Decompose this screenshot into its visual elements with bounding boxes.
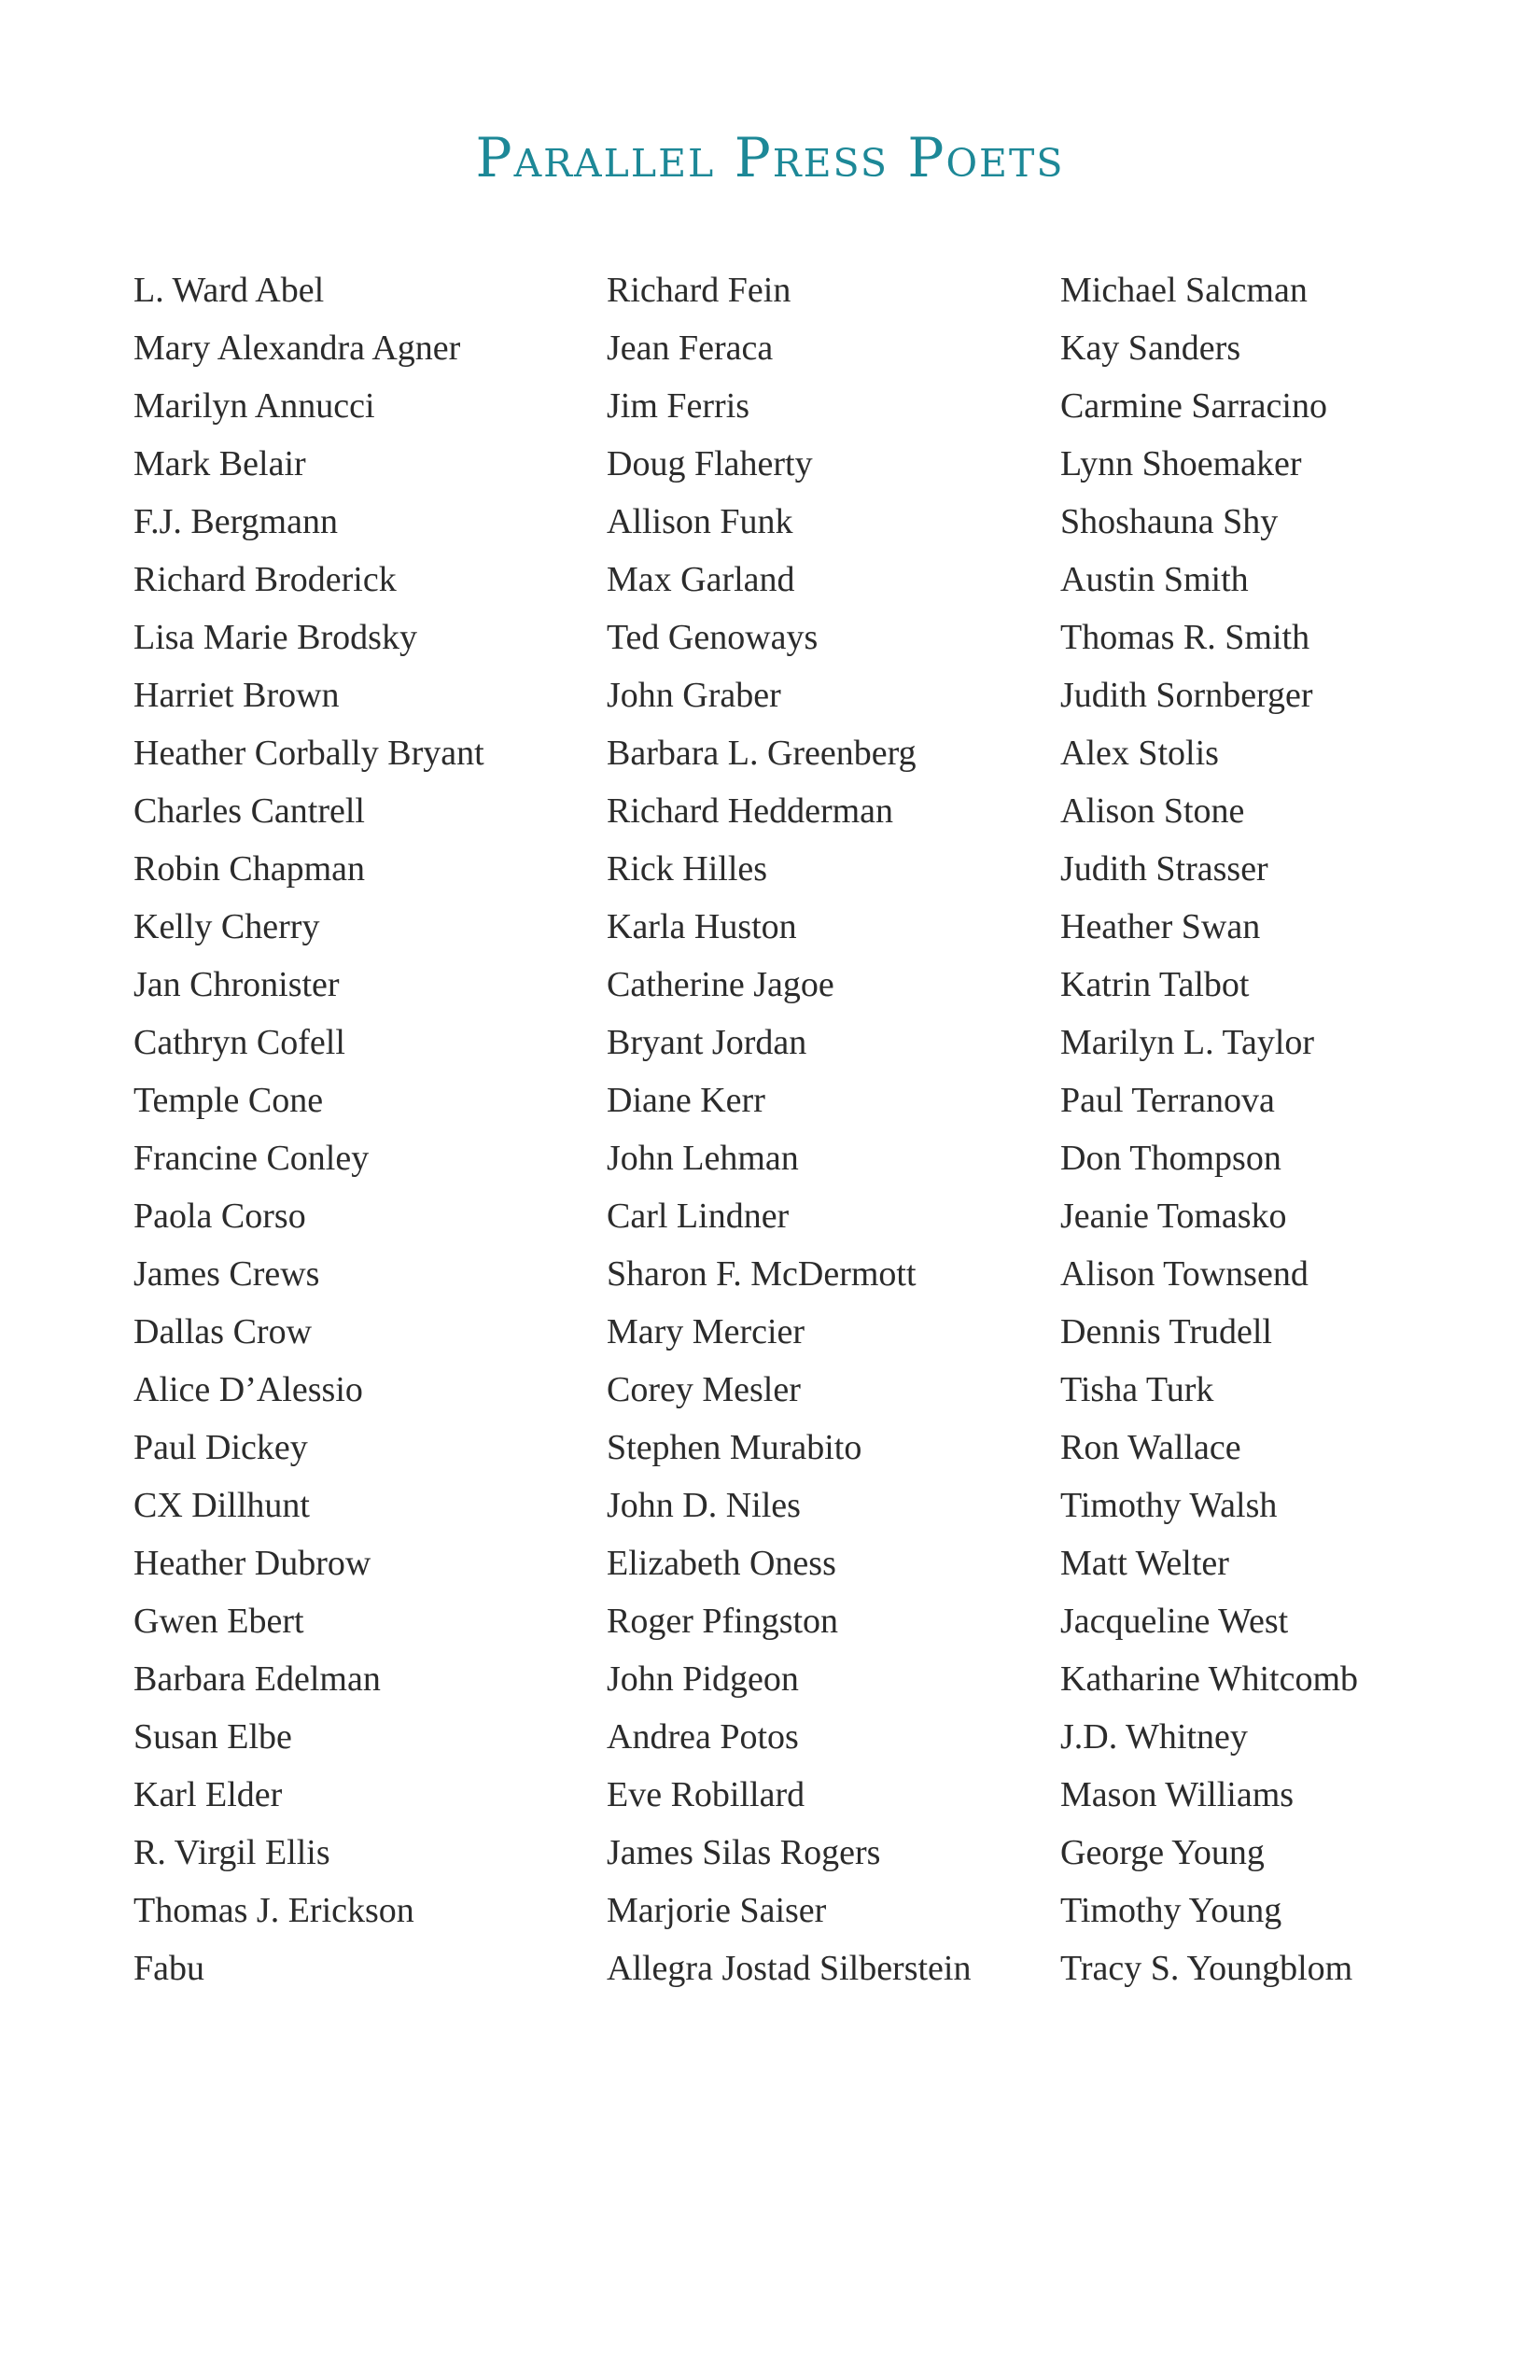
poet-name: Diane Kerr (607, 1081, 765, 1120)
poet-name: Heather Swan (1060, 907, 1261, 946)
poet-name: Austin Smith (1060, 560, 1249, 599)
poet-name: Gwen Ebert (133, 1602, 304, 1641)
poet-name: Susan Elbe (133, 1717, 292, 1757)
poet-name: Thomas R. Smith (1060, 618, 1310, 657)
poet-name: Temple Cone (133, 1081, 324, 1120)
poet-name: Alex Stolis (1060, 734, 1219, 773)
poet-name: Andrea Potos (607, 1717, 799, 1757)
poet-name: Karl Elder (133, 1775, 283, 1814)
poet-name: John Lehman (607, 1139, 799, 1178)
poet-name: CX Dillhunt (133, 1486, 310, 1525)
poet-name: Harriet Brown (133, 676, 340, 715)
poet-name: Mark Belair (133, 444, 306, 483)
poet-name: Kelly Cherry (133, 907, 320, 946)
poet-name: Eve Robillard (607, 1775, 805, 1814)
poet-name: F.J. Bergmann (133, 502, 338, 541)
poet-name: Mary Alexandra Agner (133, 329, 461, 368)
poet-name: Robin Chapman (133, 849, 366, 889)
poet-name: J.D. Whitney (1060, 1717, 1248, 1757)
poet-name: Roger Pfingston (607, 1602, 839, 1641)
poet-name: Paola Corso (133, 1197, 306, 1236)
poet-name: Judith Strasser (1060, 849, 1268, 889)
poet-name: Alice D’Alessio (133, 1370, 363, 1409)
poet-name: L. Ward Abel (133, 271, 325, 310)
poet-name: Katrin Talbot (1060, 965, 1250, 1004)
poet-name: Kay Sanders (1060, 329, 1241, 368)
poet-name: Paul Dickey (133, 1428, 308, 1467)
poet-name: Heather Dubrow (133, 1544, 371, 1583)
poet-name: Thomas J. Erickson (133, 1891, 414, 1930)
poet-name: Jan Chronister (133, 965, 340, 1004)
poet-name: Lisa Marie Brodsky (133, 618, 417, 657)
poet-column-1 (133, 261, 484, 1997)
poet-name: Matt Welter (1060, 1544, 1229, 1583)
poet-name: James Crews (133, 1254, 320, 1294)
poet-name: Michael Salcman (1060, 271, 1308, 310)
poet-name: Fabu (133, 1949, 204, 1988)
poet-name: Jeanie Tomasko (1060, 1197, 1287, 1236)
poet-name: Allegra Jostad Silberstein (607, 1949, 972, 1988)
poet-name: Lynn Shoemaker (1060, 444, 1302, 483)
poet-name: James Silas Rogers (607, 1833, 881, 1872)
poet-name: George Young (1060, 1833, 1265, 1872)
poet-name: Cathryn Cofell (133, 1023, 345, 1062)
poet-name: Barbara Edelman (133, 1659, 381, 1699)
poet-name: Mary Mercier (607, 1312, 805, 1351)
poet-name: Richard Hedderman (607, 791, 894, 831)
poet-name: Ted Genoways (607, 618, 819, 657)
poet-name: John Graber (607, 676, 781, 715)
poet-name: Don Thompson (1060, 1139, 1281, 1178)
poet-name: Rick Hilles (607, 849, 768, 889)
poet-name: Max Garland (607, 560, 795, 599)
poet-name: Carl Lindner (607, 1197, 790, 1236)
poet-name: Judith Sornberger (1060, 676, 1313, 715)
poet-name: Corey Mesler (607, 1370, 801, 1409)
poet-name: Timothy Young (1060, 1891, 1282, 1930)
page-title: Parallel Press Poets (475, 126, 1065, 189)
poet-name: Paul Terranova (1060, 1081, 1275, 1120)
poet-name: Stephen Murabito (607, 1428, 862, 1467)
poet-name: Heather Corbally Bryant (133, 734, 484, 773)
poet-name: R. Virgil Ellis (133, 1833, 330, 1872)
poet-column-2 (607, 261, 971, 1997)
poet-name: Richard Fein (607, 271, 791, 310)
poet-name: Allison Funk (607, 502, 793, 541)
poet-name: Jean Feraca (607, 329, 774, 368)
poet-name: Ron Wallace (1060, 1428, 1241, 1467)
poet-name: Barbara L. Greenberg (607, 734, 917, 773)
poet-name: Alison Townsend (1060, 1254, 1309, 1294)
poet-name: Elizabeth Oness (607, 1544, 836, 1583)
poet-name: Jim Ferris (607, 386, 750, 426)
poet-name: Marilyn Annucci (133, 386, 375, 426)
poet-name: John Pidgeon (607, 1659, 799, 1699)
poet-name: Doug Flaherty (607, 444, 813, 483)
poet-name: Timothy Walsh (1060, 1486, 1278, 1525)
poet-name: Marilyn L. Taylor (1060, 1023, 1315, 1062)
poet-name: Shoshauna Shy (1060, 502, 1279, 541)
poet-name: Tisha Turk (1060, 1370, 1214, 1409)
poet-name: John D. Niles (607, 1486, 801, 1525)
poet-name: Sharon F. McDermott (607, 1254, 917, 1294)
poet-name: Charles Cantrell (133, 791, 365, 831)
poet-name: Karla Huston (607, 907, 797, 946)
poet-name: Richard Broderick (133, 560, 397, 599)
poet-name: Mason Williams (1060, 1775, 1295, 1814)
poet-name: Katharine Whitcomb (1060, 1659, 1359, 1699)
poet-name: Bryant Jordan (607, 1023, 807, 1062)
poet-name: Carmine Sarracino (1060, 386, 1327, 426)
poet-name: Dennis Trudell (1060, 1312, 1272, 1351)
poet-name: Catherine Jagoe (607, 965, 834, 1004)
poet-name: Dallas Crow (133, 1312, 313, 1351)
poet-column-3 (1060, 261, 1358, 1997)
poet-name: Francine Conley (133, 1139, 370, 1178)
poet-name: Marjorie Saiser (607, 1891, 827, 1930)
poet-name: Alison Stone (1060, 791, 1245, 831)
poet-name: Tracy S. Youngblom (1060, 1949, 1353, 1988)
poet-name: Jacqueline West (1060, 1602, 1289, 1641)
